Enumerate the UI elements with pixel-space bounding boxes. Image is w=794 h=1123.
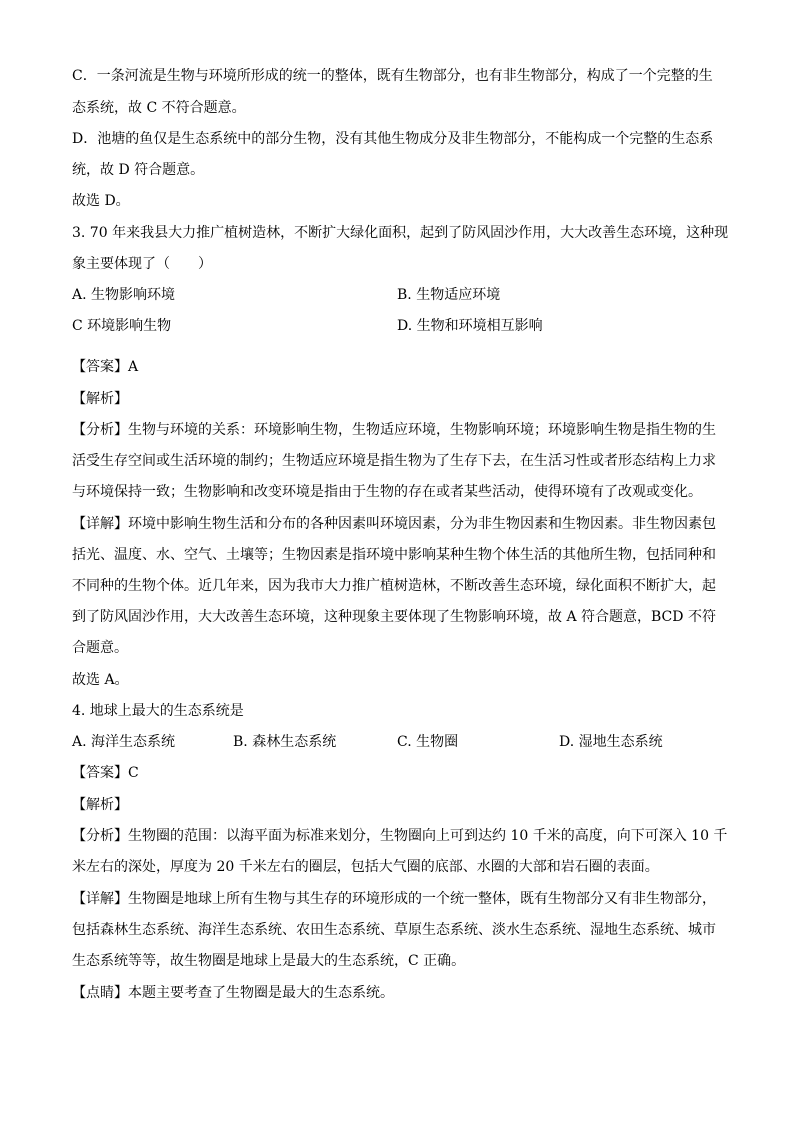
q3-xiangjie-line2: 括光、温度、水、空气、土壤等；生物因素是指环境中影响某种生物个体生活的其他所生物，包括同种和 <box>72 547 716 563</box>
q3-option-b: B. 生物适应环境 <box>397 287 501 303</box>
q4-dianjing: 【点睛】本题主要考查了生物圈是最大的生态系统。 <box>72 985 394 1001</box>
q3-fenxi-line1: 【分析】生物与环境的关系：环境影响生物，生物适应环境，生物影响环境；环境影响生物是指生物的生 <box>72 422 716 438</box>
q3-fenxi-line3: 与环境保持一致；生物影响和改变环境是指由于生物的存在或者某些活动，使得环境有了改观或变化。 <box>72 484 702 500</box>
prev-option-c-line1: C．一条河流是生物与环境所形成的统一的整体，既有生物部分，也有非生物部分，构成了一个完整的生 <box>72 68 713 84</box>
q3-xiangjie-line4: 到了防风固沙作用，大大改善生态环境，这种现象主要体现了生物影响环境，故 A 符合题意，BCD 不符 <box>72 609 716 625</box>
q4-xiangjie-line1: 【详解】生物圈是地球上所有生物与其生存的环境形成的一个统一整体，既有生物部分又有非生物部分， <box>72 891 716 907</box>
q3-option-c: C 环境影响生物 <box>72 318 172 334</box>
prev-option-d-line1: D．池塘的鱼仅是生态系统中的部分生物，没有其他生物成分及非生物部分，不能构成一个完整的生态系 <box>72 131 714 147</box>
q4-option-b: B. 森林生态系统 <box>233 734 337 750</box>
q3-xiangjie-line5: 合题意。 <box>72 640 128 656</box>
q3-xiangjie-line3: 不同种的生物个体。近几年来，因为我市大力推广植树造林，不断改善生态环境，绿化面积不断扩大，起 <box>72 578 716 594</box>
q3-answer: 【答案】A <box>72 359 139 375</box>
prev-choice: 故选 D。 <box>72 193 130 209</box>
q4-fenxi-line2: 米左右的深处，厚度为 20 千米左右的圈层，包括大气圈的底部、水圈的大部和岩石圈的表面。 <box>72 859 659 875</box>
q3-option-a: A. 生物影响环境 <box>72 287 176 303</box>
q4-xiangjie-line3: 生态系统等等，故生物圈是地球上是最大的生态系统，C 正确。 <box>72 953 466 969</box>
prev-option-d-line2: 统，故 D 符合题意。 <box>72 162 205 178</box>
q4-fenxi-line1: 【分析】生物圈的范围：以海平面为标准来划分，生物圈向上可到达约 10 千米的高度，向下可深入 10 千 <box>72 828 728 844</box>
q3-fenxi-line2: 活受生存空间或生活环境的制约；生物适应环境是指生物为了生存下去，在生活习性或者形态结构上力求 <box>72 453 716 469</box>
q3-stem-line1: 3. 70 年来我县大力推广植树造林，不断扩大绿化面积，起到了防风固沙作用，大大改善生态环境，这种现 <box>72 225 729 241</box>
q4-answer: 【答案】C <box>72 765 139 781</box>
q3-option-d: D. 生物和环境相互影响 <box>397 318 543 334</box>
prev-option-c-line2: 态系统，故 C 不符合题意。 <box>72 100 246 116</box>
q3-analysis-heading: 【解析】 <box>72 391 128 407</box>
q4-option-a: A. 海洋生态系统 <box>72 734 176 750</box>
q4-xiangjie-line2: 包括森林生态系统、海洋生态系统、农田生态系统、草原生态系统、淡水生态系统、湿地生态系统、城市 <box>72 922 716 938</box>
q3-xiangjie-line1: 【详解】环境中影响生物生活和分布的各种因素叫环境因素，分为非生物因素和生物因素。非生物因素包 <box>72 516 716 532</box>
q3-stem-line2: 象主要体现了（ ） <box>72 256 212 272</box>
q4-option-d: D. 湿地生态系统 <box>559 734 663 750</box>
q4-stem: 4. 地球上最大的生态系统是 <box>72 703 244 719</box>
q4-analysis-heading: 【解析】 <box>72 797 128 813</box>
q4-option-c: C. 生物圈 <box>397 734 459 750</box>
q3-choice: 故选 A。 <box>72 672 129 688</box>
